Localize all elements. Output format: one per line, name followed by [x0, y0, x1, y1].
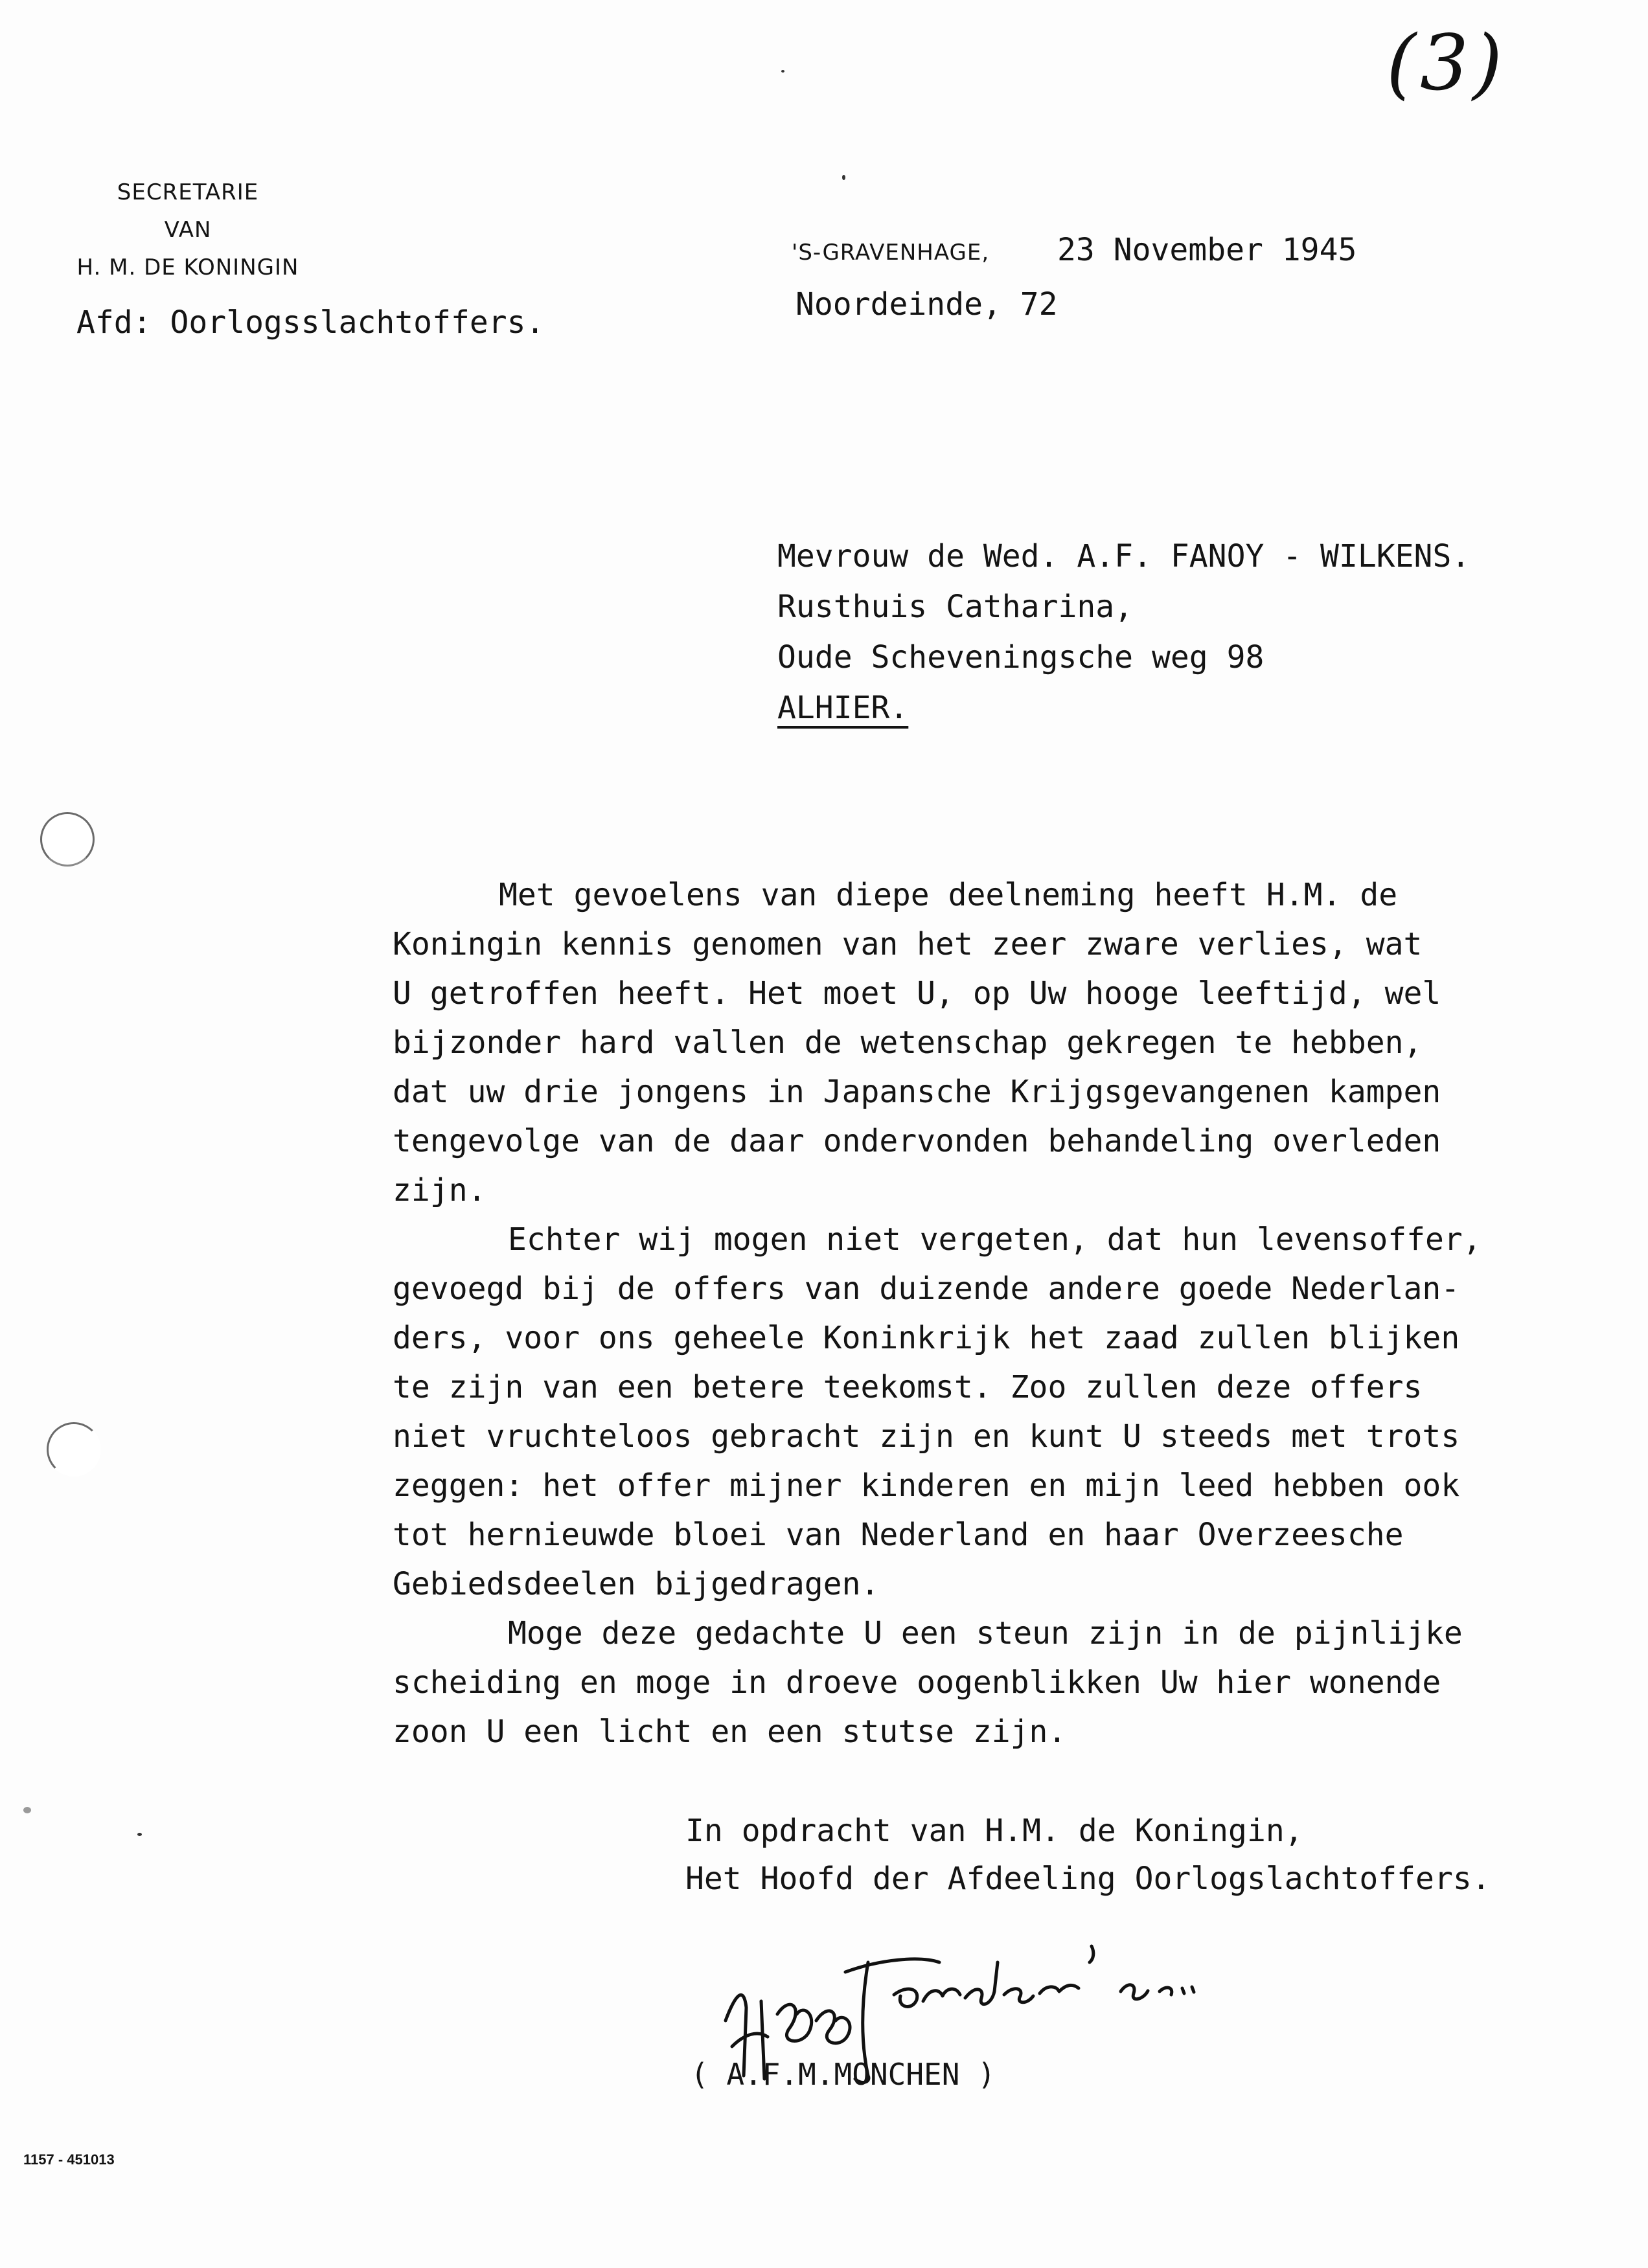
letterhead-line-2: VAN [164, 217, 212, 243]
body-line: gevoegd bij de offers van duizende andere goede Nederlan- [393, 1271, 1460, 1307]
closing-line-1: In opdracht van H.M. de Koningin, [685, 1813, 1303, 1849]
paper-speck [23, 1807, 31, 1813]
body-line: ders, voor ons geheele Koninkrijk het zaad zullen blijken [393, 1320, 1460, 1356]
body-line: zoon U een licht en een stutse zijn. [393, 1714, 1067, 1750]
body-line: tengevolge van de daar ondervonden behandeling overleden [393, 1123, 1441, 1159]
paper-speck [781, 70, 784, 73]
body-line: Met gevoelens van diepe deelneming heeft H.M. de [499, 877, 1398, 913]
handwritten-page-number: (3) [1386, 18, 1507, 108]
letterhead-line-3: H. M. DE KONINGIN [76, 255, 299, 280]
body-line: bijzonder hard vallen de wetenschap gekregen te hebben, [393, 1025, 1423, 1061]
body-line: Moge deze gedachte U een steun zijn in de pijnlijke [508, 1615, 1463, 1651]
body-line: dat uw drie jongens in Japansche Krijgsgevangenen kampen [393, 1074, 1441, 1110]
paper-speck [137, 1833, 142, 1836]
addressee-street: Oude Scheveningsche weg 98 [777, 639, 1265, 675]
body-line: niet vruchteloos gebracht zijn en kunt U steeds met trots [393, 1418, 1460, 1455]
addressee-city: ALHIER. [777, 690, 909, 726]
letter-body [393, 870, 1559, 1756]
addressee-institution: Rusthuis Catharina, [777, 589, 1134, 625]
body-line: scheiding en moge in droeve oogenblikken Uw hier wonende [393, 1664, 1441, 1701]
signer-name: ( A.F.M.MONCHEN ) [691, 2057, 996, 2092]
body-line: zijn. [393, 1172, 486, 1208]
addressee-block [777, 531, 1470, 733]
body-line: Echter wij mogen niet vergeten, dat hun levensoffer, [508, 1221, 1482, 1258]
body-line: U getroffen heeft. Het moet U, op Uw hooge leeftijd, wel [393, 975, 1441, 1012]
form-code: 1157 - 451013 [23, 2151, 115, 2168]
body-line: tot hernieuwde bloei van Nederland en haar Overzeesche [393, 1517, 1404, 1553]
body-line: Gebiedsdeelen bijgedragen. [393, 1566, 880, 1602]
closing-line-2: Het Hoofd der Afdeeling Oorlogslachtoffers. [685, 1861, 1491, 1897]
addressee-name: Mevrouw de Wed. A.F. FANOY - WILKENS. [777, 538, 1471, 574]
letterhead [58, 174, 317, 286]
body-line: te zijn van een betere teekomst. Zoo zullen deze offers [393, 1369, 1423, 1405]
paper-speck [842, 175, 845, 180]
punch-hole-top [40, 812, 95, 867]
letterhead-line-1: SECRETARIE [117, 179, 259, 205]
letter-date: 23 November 1945 [1057, 232, 1357, 268]
place-name: 'S-GRAVENHAGE, [792, 240, 990, 266]
body-line: zeggen: het offer mijner kinderen en mijn leed hebben ook [393, 1468, 1460, 1504]
closing-block [685, 1807, 1491, 1903]
street-address: Noordeinde, 72 [795, 286, 1058, 323]
body-line: Koningin kennis genomen van het zeer zware verlies, wat [393, 926, 1423, 962]
punch-hole-bottom [47, 1422, 101, 1477]
department-line: Afd: Oorlogsslachtoffers. [76, 304, 545, 341]
